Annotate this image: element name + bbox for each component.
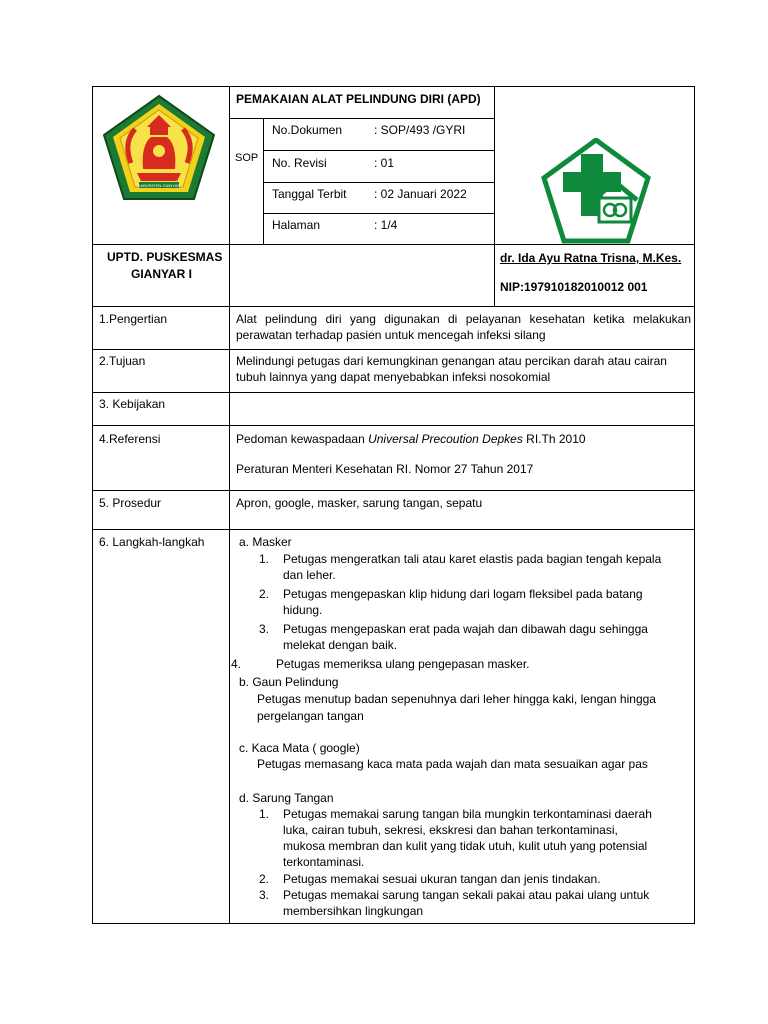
section-label-referensi: 4.Referensi — [99, 432, 161, 446]
step-d1-number: 1. — [259, 807, 270, 821]
revision-value: : 01 — [374, 156, 395, 170]
page-label: Halaman — [272, 218, 321, 232]
step-d-title: d. Sarung Tangan — [239, 791, 334, 805]
step-a1-line1: Petugas mengeratkan tali atau karet elastis pada bagian tengah kepala — [283, 552, 662, 566]
step-a2-line2: hidung. — [283, 603, 323, 617]
step-d1-line2: luka, cairan tubuh, sekresi, ekskresi dan bahan terkontaminasi, — [283, 823, 618, 837]
section-label-langkah: 6. Langkah-langkah — [99, 535, 205, 549]
step-a4-text: Petugas memeriksa ulang pengepasan masker. — [276, 657, 530, 671]
step-a-title: a. Masker — [239, 535, 292, 549]
divider — [263, 182, 494, 183]
step-b-title: b. Gaun Pelindung — [239, 675, 339, 689]
step-a3-line1: Petugas mengepaskan erat pada wajah dan dibawah dagu sehingga — [283, 622, 648, 636]
step-d2-line1: Petugas memakai sesuai ukuran tangan dan jenis tindakan. — [283, 872, 601, 886]
sop-label: SOP — [235, 152, 259, 164]
section-label-tujuan: 2.Tujuan — [99, 354, 146, 368]
gianyar-regency-logo — [101, 93, 217, 203]
step-a3-number: 3. — [259, 622, 270, 636]
step-a1-line2: dan leher. — [283, 568, 336, 582]
reference-1-italic: Universal Precoution Depkes — [368, 432, 523, 446]
org-name-line2: GIANYAR I — [131, 267, 192, 281]
divider — [263, 213, 494, 214]
step-d3-number: 3. — [259, 888, 270, 902]
reference-1-pre: Pedoman kewaspadaan — [236, 432, 369, 446]
divider — [229, 118, 494, 119]
reference-2: Peraturan Menteri Kesehatan RI. Nomor 27 Tahun 2017 — [236, 462, 534, 476]
puskesmas-logo — [541, 138, 651, 246]
logo-ribbon-text: KABUPATEN GIANYAR — [137, 183, 181, 188]
step-a3-line2: melekat dengan baik. — [283, 638, 398, 652]
step-b-line2: pergelangan tangan — [257, 709, 364, 723]
step-a2-line1: Petugas mengepaskan klip hidung dari logam fleksibel pada batang — [283, 587, 643, 601]
step-d1-line1: Petugas memakai sarung tangan bila mungkin terkontaminasi daerah — [283, 807, 652, 821]
step-d2-number: 2. — [259, 872, 270, 886]
step-d1-line3: mukosa membran dan kulit yang tidak utuh, kulit utuh yang potensial — [283, 839, 648, 853]
signer-name: dr. Ida Ayu Ratna Trisna, M.Kes. — [500, 251, 682, 265]
section-text-prosedur: Apron, google, masker, sarung tangan, sepatu — [236, 496, 483, 510]
step-a1-number: 1. — [259, 552, 270, 566]
section-label-prosedur: 5. Prosedur — [99, 496, 162, 510]
divider — [263, 118, 264, 244]
section-label-kebijakan: 3. Kebijakan — [99, 397, 166, 411]
divider — [92, 425, 695, 426]
section-label-pengertian: 1.Pengertian — [99, 312, 168, 326]
doc-number-value: : SOP/493 /GYRI — [374, 123, 466, 137]
revision-label: No. Revisi — [272, 156, 327, 170]
step-d1-line4: terkontaminasi. — [283, 855, 365, 869]
divider — [92, 392, 695, 393]
divider — [494, 86, 495, 306]
divider — [263, 150, 494, 151]
doc-number-label: No.Dokumen — [272, 123, 343, 137]
signer-nip: NIP:197910182010012 001 — [500, 280, 648, 294]
reference-1-post: RI.Th 2010 — [522, 432, 586, 446]
step-c-title: c. Kaca Mata ( google) — [239, 741, 360, 755]
page-value: : 1/4 — [374, 218, 398, 232]
divider — [92, 306, 695, 307]
step-a4-number: 4. — [231, 657, 242, 671]
section-text-pengertian: Alat pelindung diri yang digunakan di pelayanan kesehatan ketika melakukan perawatan terhadap pasien untuk mencegah infeksi silang — [236, 312, 691, 342]
reference-1 — [236, 431, 586, 447]
divider — [92, 529, 695, 530]
issue-date-value: : 02 Januari 2022 — [374, 187, 467, 201]
step-d3-line2: membersihkan lingkungan — [283, 904, 424, 918]
divider — [92, 349, 695, 350]
document-title: PEMAKAIAN ALAT PELINDUNG DIRI (APD) — [236, 92, 481, 106]
step-a2-number: 2. — [259, 587, 270, 601]
step-d3-line1: Petugas memakai sarung tangan sekali pakai atau pakai ulang untuk — [283, 888, 650, 902]
section-text-tujuan: Melindungi petugas dari kemungkinan genangan atau percikan darah atau cairan tubuh lainnya yang dapat menyebabkan infeksi nosokomial — [236, 354, 667, 384]
divider — [229, 86, 230, 924]
divider — [92, 490, 695, 491]
issue-date-label: Tanggal Terbit — [272, 187, 347, 201]
step-c-line1: Petugas memasang kaca mata pada wajah dan mata sesuaikan agar pas — [257, 757, 648, 771]
step-b-line1: Petugas menutup badan sepenuhnya dari leher hingga kaki, lengan hingga — [257, 692, 656, 706]
org-name-line1: UPTD. PUSKESMAS — [107, 250, 223, 264]
